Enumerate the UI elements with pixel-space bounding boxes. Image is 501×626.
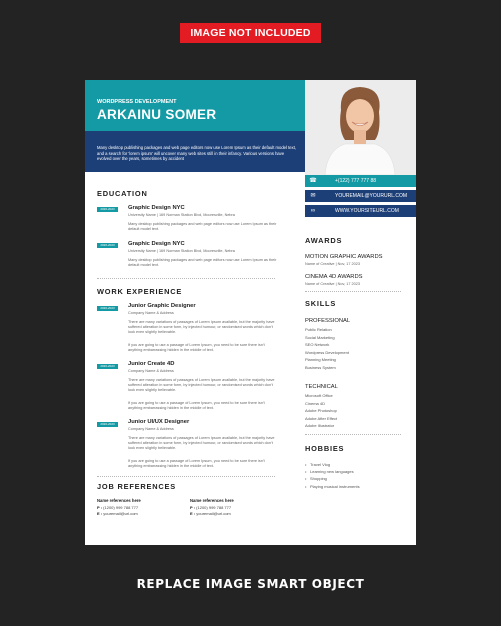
experience-item-text: If you are going to use a passage of Lorem Ipsum, you need to be sure there isn't anything embarrassing hidden in the middle of text. [128,343,265,352]
date-badge: 2020-2023 [97,364,118,369]
hobby-item: • Travel Vlog [305,462,360,469]
reference-name: Name references here [190,498,234,503]
contact-email-text: YOUREMAIL@YOURURL.COM [335,193,408,199]
experience-item-text: There are many variations of passages of Lorem Ipsum available, but the majority have suffered alteration in some form, by injected humour, or randomised words which don't look even slightly believable. [128,378,275,392]
skill-item: Wordpress Development [305,349,349,355]
skill-item: Adobe Photoshop [305,408,337,414]
experience-item-title: Junior Graphic Designer [128,303,196,309]
experience-title: WORK EXPERIENCE [97,287,183,296]
section-divider [305,434,401,435]
hobby-item: • Playing musical instruments [305,484,360,491]
reference-email: E : youremail@url.com [190,511,231,516]
skill-item: Planning Meeting [305,357,336,363]
contact-website[interactable] [305,205,416,217]
email-icon: ✉ [310,193,316,199]
experience-item-sub: Company Name & Address [128,311,174,315]
contact-phone-text: +(122) 777 777 88 [335,178,377,184]
skill-item: Social Marketing [305,334,335,340]
experience-item-sub: Company Name & Address [128,369,174,373]
image-not-included-banner: IMAGE NOT INCLUDED [180,23,321,43]
section-divider [97,278,275,279]
experience-item-sub: Company Name & Address [128,427,174,431]
skill-item: Adobe Illustrator [305,423,335,429]
hobby-item: • Learning new languages [305,469,360,476]
skills-technical-title: TECHNICAL [305,384,338,390]
header-teal-block [85,80,305,131]
award-sub: Name of Creative | Nov, 17 2023 [305,282,360,286]
education-title: EDUCATION [97,189,148,198]
education-item-text: Many desktop publishing packages and web page editors now use Lorem Ipsum as their default model text. [128,258,277,267]
phone-icon: ☎ [309,178,317,184]
skills-professional-title: PROFESSIONAL [305,318,351,324]
job-subtitle: WORDPRESS DEVELOPMENT [97,99,177,105]
award-title: CINEMA 4D AWARDS [305,274,363,280]
education-item-text: Many desktop publishing packages and web page editors now use Lorem Ipsum as their default model text. [128,222,277,231]
award-sub: Name of Creative | Nov, 17 2023 [305,262,360,266]
contact-phone[interactable] [305,175,416,187]
resume-page [85,80,416,545]
references-title: JOB REFERENCES [97,482,176,491]
date-badge: 2020-2023 [97,422,118,427]
experience-item-text: There are many variations of passages of Lorem Ipsum available, but the majority have suffered alteration in some form, by injected humour, or randomised words which don't look even slightly believable. [128,436,275,450]
replace-image-caption: REPLACE IMAGE SMART OBJECT [136,577,365,591]
contact-website-text: WWW.YOURSITEURL.COM [335,208,399,214]
reference-phone: P : (1200) 999 788 777 [190,505,232,510]
education-item-sub: University Name | 169 Norman Station Blvd, Mooresville, Nebra [128,213,235,217]
education-item-title: Graphic Design NYC [128,205,185,211]
education-item-sub: University Name | 169 Norman Station Blvd, Mooresville, Nebra [128,249,235,253]
professional-skills-list [305,327,349,373]
date-badge: 2020-2023 [97,306,118,311]
experience-item-text: If you are going to use a passage of Lorem Ipsum, you need to be sure there isn't anything embarrassing hidden in the middle of text. [128,401,265,410]
person-name: ARKAINU SOMER [97,107,217,122]
skill-item: SEO Network [305,342,330,348]
hobby-item: • Shopping [305,476,360,483]
profile-photo [305,80,416,175]
skill-item: Cinema 4D [305,400,326,406]
hobbies-title: HOBBIES [305,444,345,453]
reference-email: E : youremail@url.com [97,511,138,516]
skill-item: Microsoft Office [305,393,333,398]
date-badge: 2020-2023 [97,207,118,212]
section-divider [97,476,275,477]
technical-skills-list [305,393,337,431]
reference-name: Name references here [97,498,141,503]
experience-item-title: Junior UI/UX Designer [128,419,190,425]
awards-title: AWARDS [305,236,343,245]
experience-item-title: Junior Create 4D [128,361,175,367]
hobbies-list [305,462,360,491]
date-badge: 2020-2023 [97,243,118,248]
link-icon: ∞ [310,208,316,214]
award-title: MOTION GRAPHIC AWARDS [305,254,383,260]
skill-item: Business System [305,364,336,370]
reference-phone: P : (1200) 999 788 777 [97,505,139,510]
experience-item-text: There are many variations of passages of Lorem Ipsum available, but the majority have suffered alteration in some form, by injected humour, or randomised words which don't look even slightly believable. [128,320,275,334]
experience-item-text: If you are going to use a passage of Lorem Ipsum, you need to be sure there isn't anything embarrassing hidden in the middle of text. [128,459,265,468]
section-divider [305,291,401,292]
skill-item: Adobe After Effect [305,415,338,421]
intro-text: Many desktop publishing packages and web page editors now use Lorem Ipsum as their default model text, and a search for 'lorem ipsum' will uncover many web sites still in their infancy. Various versions have evolved over the years, sometimes by accident [97,145,297,162]
contact-email[interactable] [305,190,416,202]
skill-item: Public Relation [305,327,332,332]
skills-title: SKILLS [305,299,337,308]
education-item-title: Graphic Design NYC [128,241,185,247]
